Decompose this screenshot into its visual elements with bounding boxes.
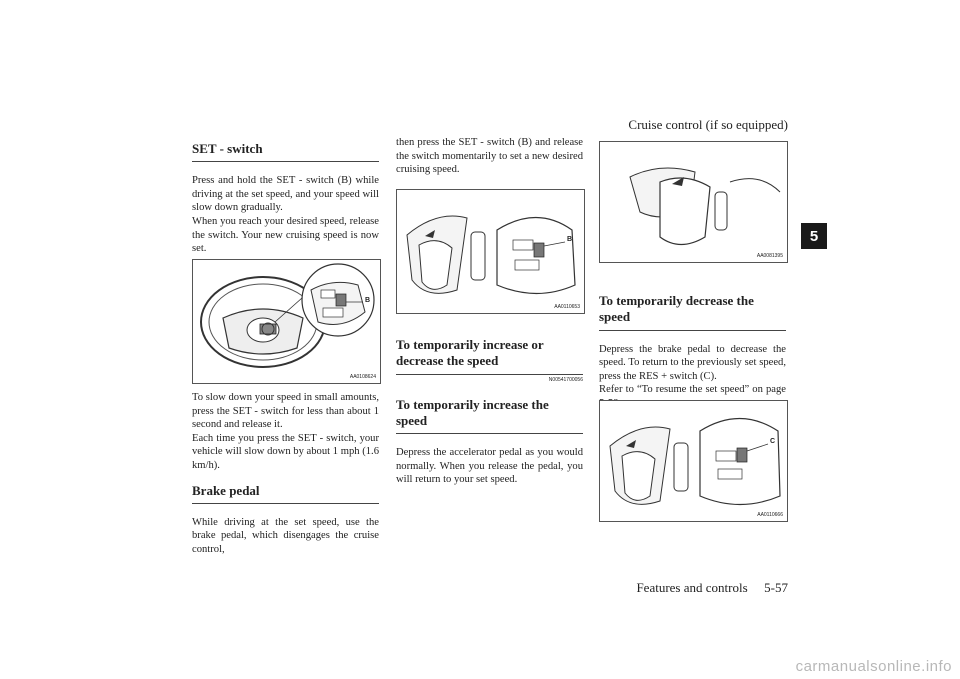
paragraph: While driving at the set speed, use the brake pedal, which disengages the cruise control, [192,516,379,555]
figure-id: AA0110666 [757,512,783,518]
reference-code: N00541700056 [548,376,583,383]
callout-label: B [567,236,573,243]
figure-id: AA0110653 [554,304,580,310]
paragraph: Each time you press the SET - switch, your vehicle will slow down by about 1 mph (1.6 km/h). [192,432,379,471]
paragraph: When you reach your desired speed, release the switch. Your new cruising speed is now set. [192,216,379,255]
steering-wheel-illustration [193,260,380,383]
paragraph: Press and hold the SET - switch (B) while driving at the set speed, and your speed will slow down gradually. [192,175,379,214]
paragraph: Depress the brake pedal to decrease the speed. To return to the previously set speed, press the RES + switch (C). [599,343,786,382]
heading-temporarily-decrease: To temporarily decrease the speed [599,293,786,331]
brake-pedal-illustration [600,142,787,262]
callout-label: B [365,297,371,304]
figure-res-switch [599,400,788,522]
figure-id: AA0081395 [756,253,783,259]
watermark: carmanualsonline.info [795,658,952,675]
heading-brake-pedal: Brake pedal [192,483,379,504]
figure-steering-switch [396,189,585,314]
figure-brake-pedal [599,141,788,263]
column-1 [192,141,379,256]
running-header: Cruise control (if so equipped) [628,117,788,132]
paragraph: Refer to “To resume the set speed” on page [599,384,786,396]
column-1-lower [192,391,379,557]
page-number: 5-57 [764,580,788,595]
callout-label: C [770,438,776,445]
footer-section: Features and controls [636,580,748,595]
heading-temporarily-increase-decrease: To temporarily increase or decrease the speed [396,337,583,375]
chapter-tab: 5 [801,223,827,249]
column-2-lower [396,337,583,487]
figure-steering-wheel [192,259,381,384]
figure-id: AA0108624 [349,374,376,380]
column-2 [396,136,583,177]
res-switch-illustration [600,401,787,521]
column-3 [599,293,786,410]
page-footer [636,580,788,596]
paragraph: then press the SET - switch (B) and release the switch momentarily to set a new desired cruising speed. [396,137,583,176]
steering-switch-illustration [397,190,584,313]
heading-temporarily-increase: To temporarily increase the speed [396,397,583,435]
heading-set-switch: SET - switch [192,141,379,162]
paragraph: Depress the accelerator pedal as you would normally. When you release the pedal, you will return to your set speed. [396,447,583,486]
paragraph: To slow down your speed in small amounts, press the SET - switch for less than about 1 second and release it. [192,392,379,431]
